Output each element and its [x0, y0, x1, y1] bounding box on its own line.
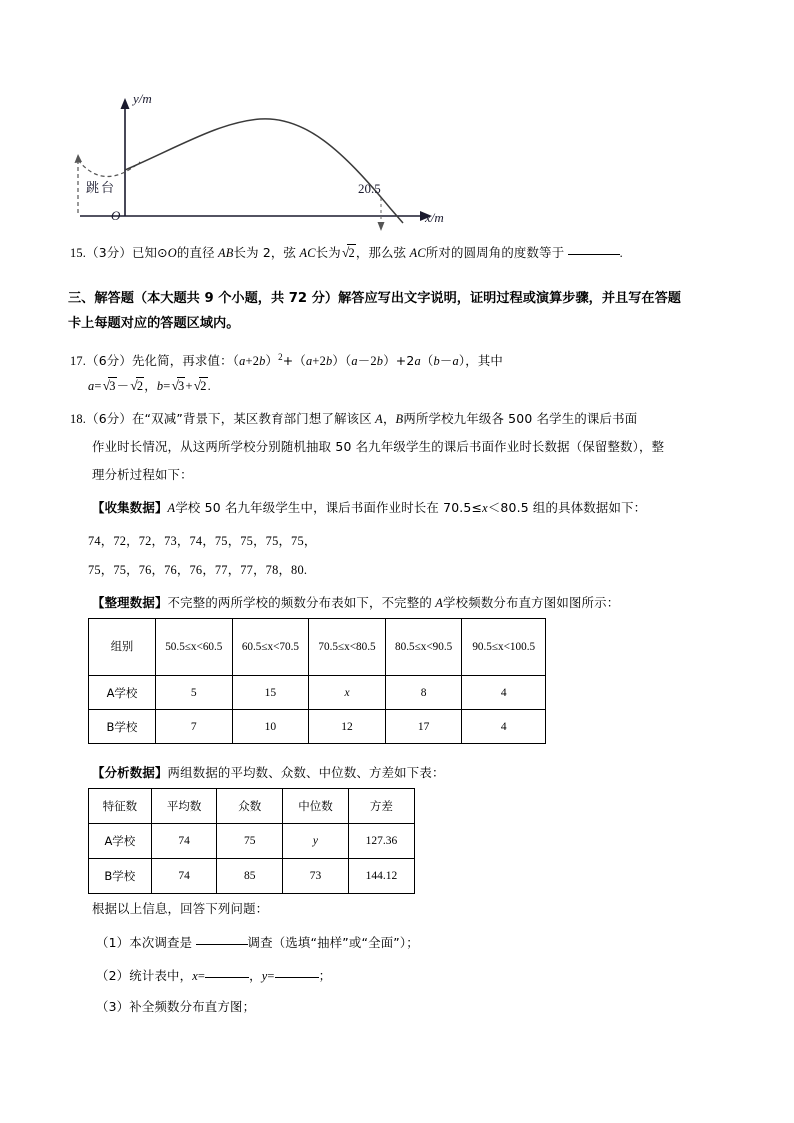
platform-label: 跳台 [86, 181, 117, 196]
q17-e6: a [305, 354, 313, 369]
stats-b-mode: 85 [217, 859, 283, 894]
freq-b-v5: 4 [462, 710, 546, 744]
question-17-line-2 [88, 377, 748, 394]
q17-radicand-1: 3 [109, 379, 116, 393]
trajectory-figure [70, 88, 490, 233]
q15-radicand: 2 [348, 246, 355, 260]
stats-b-variance: 144.12 [348, 859, 414, 894]
q17-e11: －2 [357, 354, 377, 369]
organize-text-a: 不完整的两所学校的频数分布表如下，不完整的 [167, 595, 432, 610]
sub2-var-y: y [261, 969, 268, 983]
q17-radical-3: √3 [171, 378, 185, 393]
q17-radicand-2: 2 [136, 379, 144, 393]
q18-line-2: 作业时长情况，从这两所学校分别随机抽取 50 名九年级学生的课后书面作业时长数据（保留整数），整 [92, 439, 665, 454]
stats-a-median: y [283, 824, 349, 859]
q15-text-a: 已知⊙ [131, 245, 168, 260]
freq-b-v4: 17 [385, 710, 462, 744]
q15-text-e: ，那么弦 [355, 245, 407, 260]
q18-l1-b: 两所学校九年级各 500 名学生的课后书面 [403, 411, 638, 426]
landing-point-label: 20.5 [358, 181, 381, 196]
q17-l2-b: b [156, 379, 164, 393]
q17-radical-2: √2 [130, 378, 144, 393]
table-row [89, 710, 546, 744]
freq-b-v1: 7 [156, 710, 233, 744]
q18-school-a: A [375, 412, 383, 426]
sub2-comma: ， [249, 968, 262, 983]
freq-header-label: 组别 [89, 619, 156, 676]
stats-b-mean: 74 [151, 859, 217, 894]
q15-text-b: 的直径 [176, 245, 215, 260]
q17-e12: b [376, 354, 384, 369]
q17-e1: a [239, 354, 246, 369]
sub2-eq-2: = [267, 969, 275, 983]
q17-l2-eq2: = [163, 379, 171, 393]
q15-text-d: 长为 [315, 245, 341, 260]
freq-header-group-3: 70.5≤x<80.5 [309, 619, 386, 676]
q18-sub-3: （3）补全频数分布直方图； [96, 999, 256, 1014]
freq-a-v4: 8 [385, 676, 462, 710]
q18-number: 18 [70, 412, 83, 426]
table-row [89, 859, 415, 894]
freq-header-group-4: 80.5≤x<90.5 [385, 619, 462, 676]
sub1-text-b: 调查（选填“抽样”或“全面”）； [247, 935, 419, 950]
freq-a-v2: 15 [232, 676, 309, 710]
q17-l2-comma: ， [144, 378, 157, 393]
x-axis-label: x/m [425, 210, 444, 225]
q18-collect-data [92, 500, 752, 516]
analyze-data-text: 两组数据的平均数、众数、中位数、方差如下表： [167, 765, 445, 780]
stats-header-2: 众数 [217, 789, 283, 824]
organize-text-b: 学校频数分布直方图如图所示： [443, 595, 620, 610]
stats-row-b-label: B学校 [89, 859, 152, 894]
q17-e2: +2 [245, 354, 260, 369]
stats-a-variance: 127.36 [348, 824, 414, 859]
q15-answer-blank[interactable] [568, 243, 620, 255]
stats-header-3: 中位数 [283, 789, 349, 824]
y-axis-arrow [121, 98, 130, 109]
q17-l2-eq: = [94, 379, 102, 393]
freq-header-group-1: 50.5≤x<60.5 [156, 619, 233, 676]
freq-header-group-5: 90.5≤x<100.5 [462, 619, 546, 676]
section-heading-line-2: 卡上每题对应的答题区域内。 [68, 316, 240, 331]
q17-e17: － [439, 354, 453, 369]
freq-b-v3: 12 [309, 710, 386, 744]
sub2-eq-1: = [197, 969, 206, 983]
section-heading-line-1: 三、解答题（本大题共 9 个小题，共 72 分）解答应写出文字说明，证明过程或演算步骤，并且写在答题 [68, 291, 681, 306]
q18-l1-a: 在“双减”背景下，某区教育部门想了解该区 [131, 411, 372, 426]
sub2-y-blank[interactable] [275, 966, 319, 978]
q18-data-row-2: 75，75，76，76，76，77，77，78，80. [88, 563, 308, 577]
y-axis-label: y/m [133, 91, 152, 106]
q18-score: （6分） [86, 411, 132, 426]
q17-e18: a [452, 354, 459, 369]
table-row [89, 676, 546, 710]
q18-school-b: B [395, 412, 404, 426]
freq-a-v1: 5 [156, 676, 233, 710]
q18-sub-1 [96, 933, 756, 951]
stats-header-4: 方差 [348, 789, 414, 824]
q17-e19: ），其中 [458, 353, 504, 369]
freq-row-b-label: B学校 [89, 710, 156, 744]
collect-text-c: ＜80.5 组的具体数据如下： [487, 500, 647, 515]
q17-l2-a: a [88, 379, 95, 393]
table-row [89, 824, 415, 859]
frequency-distribution-table [88, 618, 546, 744]
organize-school-a: A [435, 596, 444, 610]
q17-e15: （ [420, 353, 434, 369]
q17-radicand-4: 2 [200, 379, 207, 393]
q18-sub-2 [96, 966, 756, 984]
table-row-header [89, 619, 546, 676]
collect-school-a: A [167, 501, 176, 515]
q17-radical-1: √3 [102, 378, 116, 393]
origin-label: O [111, 208, 121, 223]
sub1-answer-blank[interactable] [196, 933, 248, 945]
q17-e13: ）+2 [383, 353, 415, 369]
q18-data-row-1: 74，72，72，73，74，75，75，75，75， [88, 534, 317, 548]
q18-l1-comma: ， [382, 411, 396, 426]
q17-l2-plus: + [185, 379, 193, 393]
sub2-var-x: x [192, 969, 198, 983]
q17-number: 17 [70, 354, 83, 369]
q17-e9: ）（ [332, 353, 352, 369]
organize-data-label: 【整理数据】 [92, 595, 168, 610]
landing-arrow [378, 222, 385, 231]
q17-e16: b [433, 354, 440, 369]
platform-arrow [75, 154, 83, 163]
q17-l2-dot: . [207, 379, 211, 393]
freq-row-a-label: A学校 [89, 676, 156, 710]
q15-var-ac-1: AC [299, 246, 316, 260]
stats-a-mode: 75 [217, 824, 283, 859]
stats-row-a-label: A学校 [89, 824, 152, 859]
sub2-end: ； [318, 968, 332, 983]
q17-radical-4: √2 [193, 378, 207, 393]
q17-e10: a [351, 354, 358, 369]
q17-score: （6分） [86, 353, 132, 369]
freq-a-v5: 4 [462, 676, 546, 710]
stats-header-0: 特征数 [89, 789, 152, 824]
q17-e4: ） [265, 353, 279, 369]
q15-radical: √2 [341, 245, 355, 260]
q15-var-o: O [167, 246, 177, 260]
freq-header-group-2: 60.5≤x<70.5 [232, 619, 309, 676]
q17-radicand-3: 3 [178, 379, 185, 393]
q18-closing: 根据以上信息，回答下列问题： [92, 901, 269, 916]
q15-var-ab: AB [217, 246, 234, 260]
q18-analyze-data [92, 765, 752, 781]
collect-data-label: 【收集数据】 [92, 500, 168, 515]
sub2-x-blank[interactable] [205, 966, 249, 978]
q17-sup-2: 2 [278, 352, 283, 362]
stats-a-mean: 74 [151, 824, 217, 859]
q17-e3: b [259, 354, 266, 369]
q17-e7: +2 [312, 354, 326, 369]
table-row-header [89, 789, 415, 824]
question-18: 18.（6分）在“双减”背景下，某区教育部门想了解该区 A，B两所学校九年级各 500 名学生的课后书面 [70, 411, 638, 426]
q15-score: （3分） [86, 245, 132, 260]
q17-text-a: 先化简，再求值：（ [131, 353, 240, 369]
q15-number: 15 [70, 246, 83, 260]
q15-text-g: . [619, 246, 623, 260]
analyze-data-label: 【分析数据】 [92, 765, 168, 780]
q15-text-f: 所对的圆周角的度数等于 [425, 245, 565, 260]
question-17: 17.（6分）先化简，再求值：$(a+2b)^2+(a+2b)(a-2b)+2a(b-a)$，其中 [70, 352, 504, 369]
statistics-table [88, 788, 415, 894]
q18-line-3: 理分析过程如下： [92, 467, 193, 482]
q17-e14: a [414, 354, 421, 369]
freq-a-v3: x [309, 676, 386, 710]
q15-text-c: 长为 2，弦 [233, 245, 297, 260]
q17-e5: +（ [282, 353, 306, 369]
trajectory-curve [125, 119, 403, 223]
q15-var-ac-2: AC [409, 246, 426, 260]
collect-text-b: 学校 50 名九年级学生中，课后书面作业时长在 70.5≤ [175, 500, 483, 515]
q18-organize-data [92, 595, 752, 611]
stats-header-1: 平均数 [151, 789, 217, 824]
freq-b-v2: 10 [232, 710, 309, 744]
q17-e8: b [325, 354, 333, 369]
sub1-text-a: （1）本次调查是 [96, 935, 193, 950]
stats-b-median: 73 [283, 859, 349, 894]
question-15: 15.（3分）已知⊙O的直径 AB长为 2，弦 AC长为√2，那么弦 AC所对的圆周角的度数等于 . [70, 245, 623, 260]
collect-var-x: x [482, 501, 488, 515]
sub2-text-a: （2）统计表中， [96, 968, 193, 983]
q17-l2-minus: － [116, 379, 130, 393]
